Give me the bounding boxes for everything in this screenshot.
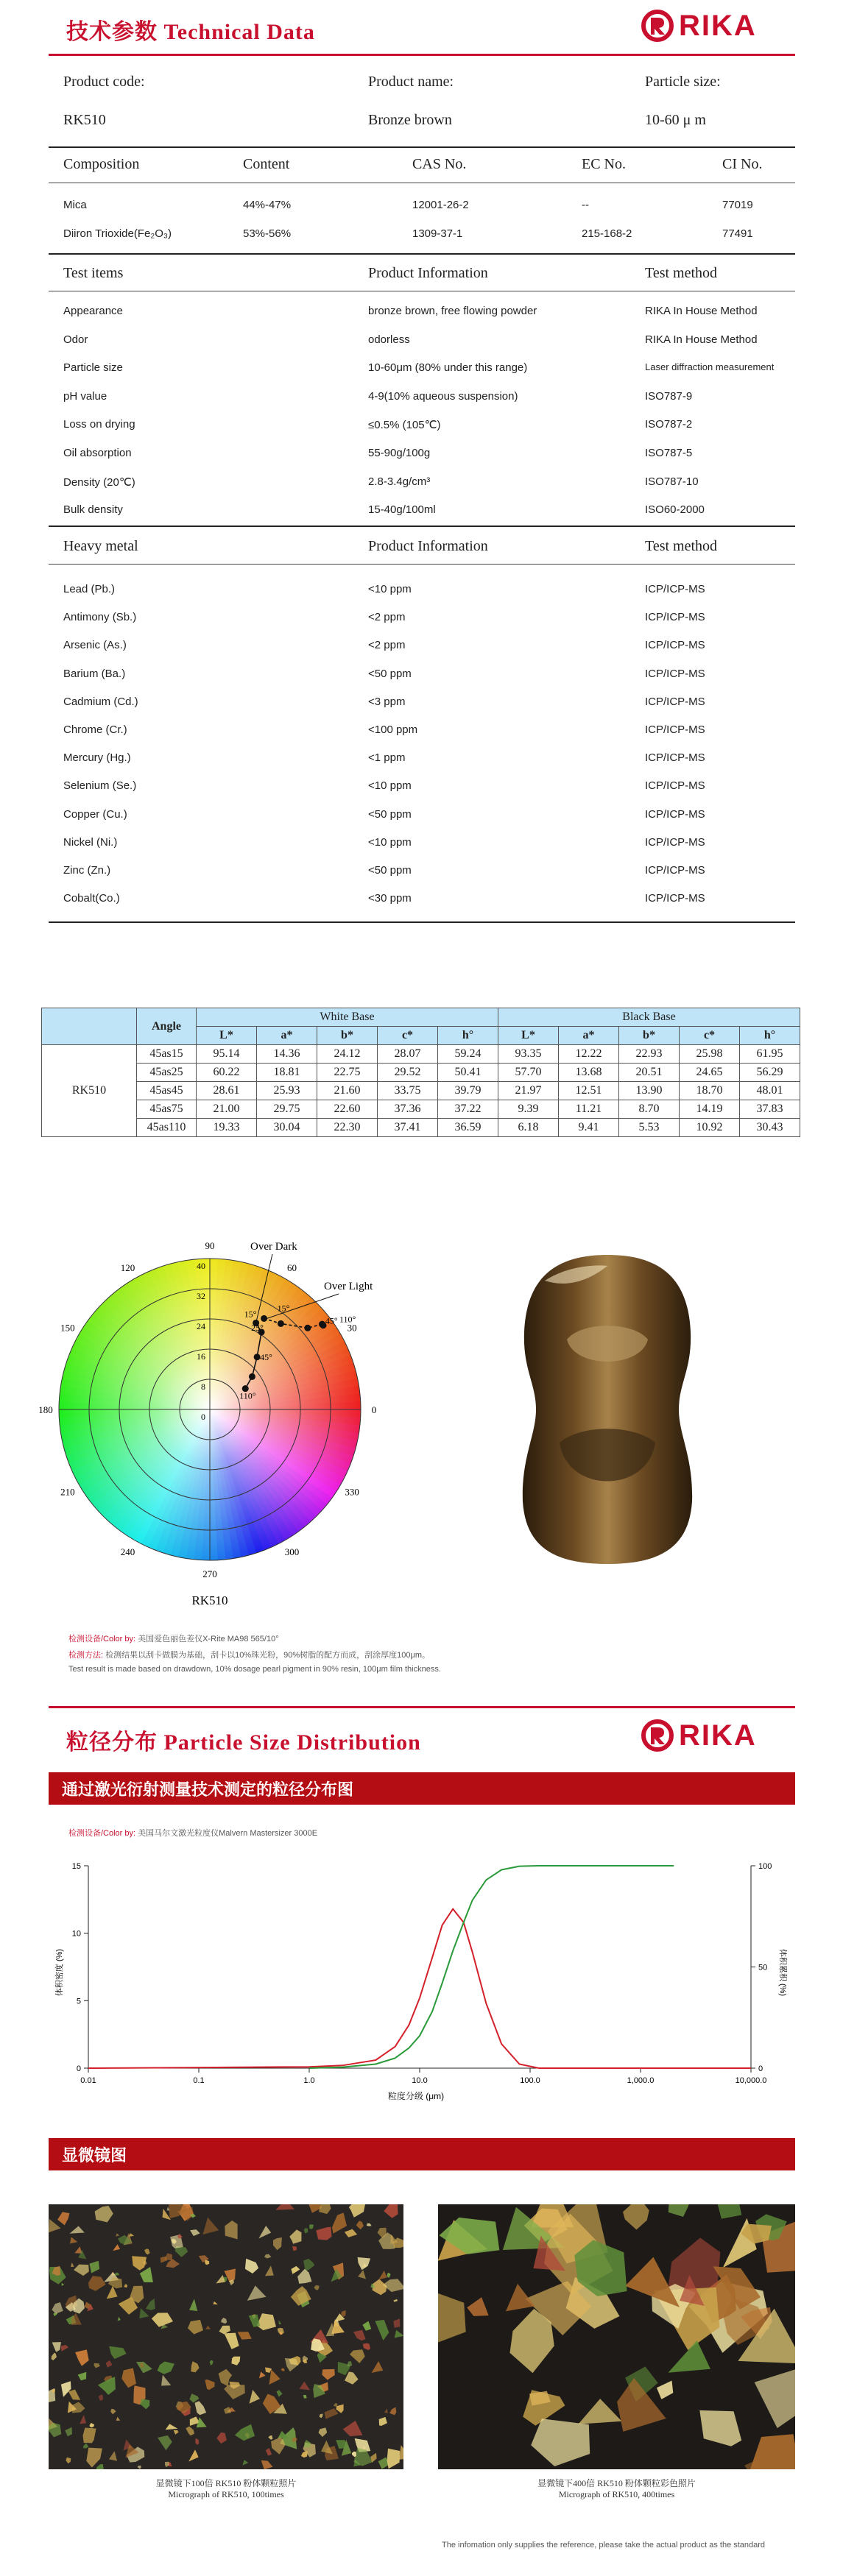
color-wheel-chart xyxy=(29,1236,412,1619)
rika-logo-text: RIKA xyxy=(679,9,757,42)
color-value-cell: 13.68 xyxy=(559,1064,619,1082)
color-table-row xyxy=(42,1100,800,1119)
radius-tick: 24 xyxy=(197,1321,205,1331)
point-angle-label: 110° xyxy=(339,1314,356,1325)
color-value-cell: 9.39 xyxy=(498,1100,559,1119)
caption-en: Micrograph of RK510, 100times xyxy=(168,2489,284,2499)
metal-cell: ICP/ICP-MS xyxy=(645,667,705,680)
psd-ylabel-right: 体积累积 (%) xyxy=(778,1948,787,1997)
test-cell: ≤0.5% (105℃) xyxy=(368,419,441,432)
composition-header: CI No. xyxy=(722,156,763,172)
over-dark-label: Over Dark xyxy=(250,1241,297,1253)
wheel-product-label: RK510 xyxy=(191,1593,228,1607)
color-value-cell: 39.79 xyxy=(438,1082,498,1100)
color-value-cell: 37.36 xyxy=(378,1100,438,1119)
color-subheader: L* xyxy=(197,1027,257,1045)
composition-cell: -- xyxy=(582,199,589,211)
color-value-cell: 22.60 xyxy=(317,1100,378,1119)
psd-banner: 通过激光衍射测量技术测定的粒径分布图 xyxy=(49,1772,795,1805)
color-value-cell: 21.97 xyxy=(498,1082,559,1100)
section-rule xyxy=(49,1706,795,1708)
composition-cell: Mica xyxy=(63,199,87,211)
micrograph-400x xyxy=(438,2204,795,2469)
divider xyxy=(49,253,795,255)
psd-axes xyxy=(72,1862,772,2085)
rika-logo xyxy=(641,9,757,43)
test-cell: Odor xyxy=(63,333,88,346)
caption-cn: 显微镜下100倍 RK510 粉体颗粒照片 xyxy=(155,2478,297,2488)
color-note-2 xyxy=(68,1649,430,1660)
metal-cell: <50 ppm xyxy=(368,864,412,877)
color-note-text: 美国爱色丽色差仪X-Rite MA98 565/10° xyxy=(138,1635,279,1643)
composition-cell: 44%-47% xyxy=(243,199,292,211)
method-note-text: 检测结果以刮卡做膜为基础，刮卡以10%珠光粉，90%树脂的配方而成，刮涂厚度100μm。 xyxy=(105,1651,431,1660)
test-cell: Appearance xyxy=(63,305,123,317)
angle-tick: 330 xyxy=(345,1486,359,1498)
test-cell: ISO787-10 xyxy=(645,475,699,488)
radius-tick: 8 xyxy=(201,1381,205,1392)
product-code-label: Product code: xyxy=(63,74,145,90)
point-angle-label: 25° xyxy=(251,1322,264,1333)
angle-tick: 150 xyxy=(60,1322,75,1334)
radius-tick: 40 xyxy=(197,1261,205,1271)
color-value-cell: 18.81 xyxy=(257,1064,317,1082)
test-cell: ISO787-2 xyxy=(645,418,693,431)
color-value-cell: 45as25 xyxy=(137,1064,197,1082)
color-value-cell: 14.19 xyxy=(680,1100,740,1119)
color-value-cell: 21.00 xyxy=(197,1100,257,1119)
point-angle-label: 45° xyxy=(260,1351,272,1362)
method-note-label: 检测方法: xyxy=(68,1651,104,1660)
rika-logo-text: RIKA xyxy=(679,1719,757,1752)
rika-logo-icon xyxy=(641,9,674,43)
angle-header: Angle xyxy=(137,1008,197,1045)
color-value-cell: 45as15 xyxy=(137,1045,197,1064)
metal-cell: <50 ppm xyxy=(368,667,412,680)
color-value-cell: 57.70 xyxy=(498,1064,559,1082)
angle-tick: 30 xyxy=(347,1322,357,1334)
particle-size-label: Particle size: xyxy=(645,74,721,90)
metal-cell: ICP/ICP-MS xyxy=(645,639,705,652)
metal-cell: ICP/ICP-MS xyxy=(645,723,705,736)
x-tick-label: 1,000.0 xyxy=(627,2076,655,2085)
divider xyxy=(49,146,795,148)
psd-lines xyxy=(88,1866,751,2068)
metal-cell: ICP/ICP-MS xyxy=(645,611,705,624)
composition-header: CAS No. xyxy=(412,156,467,172)
color-value-cell: 30.04 xyxy=(257,1119,317,1137)
color-value-cell: 48.01 xyxy=(740,1082,800,1100)
color-value-cell: 28.07 xyxy=(378,1045,438,1064)
product-name-label: Product name: xyxy=(368,74,454,90)
product-sample-car xyxy=(515,1251,699,1568)
composition-cell: 53%-56% xyxy=(243,227,292,240)
over-dark-point xyxy=(249,1373,255,1380)
over-light-point xyxy=(261,1315,267,1322)
color-table-row xyxy=(42,1064,800,1082)
test-cell: Loss on drying xyxy=(63,418,135,431)
test-cell: ISO787-9 xyxy=(645,389,693,403)
caption-en: Micrograph of RK510, 400times xyxy=(558,2489,675,2499)
white-base-header: White Base xyxy=(197,1008,498,1027)
metal-cell: Chrome (Cr.) xyxy=(63,723,127,736)
color-table-row xyxy=(42,1119,800,1137)
x-tick-label: 100.0 xyxy=(520,2076,540,2085)
metal-cell: <2 ppm xyxy=(368,611,406,624)
metal-cell: Arsenic (As.) xyxy=(63,639,127,652)
color-subheader: b* xyxy=(619,1027,680,1045)
angle-tick: 180 xyxy=(38,1404,53,1415)
color-value-cell: 33.75 xyxy=(378,1082,438,1100)
radius-tick: 32 xyxy=(197,1291,205,1301)
y-right-tick-label: 100 xyxy=(758,1862,772,1871)
test-cell: bronze brown, free flowing powder xyxy=(368,305,537,317)
color-value-cell: 95.14 xyxy=(197,1045,257,1064)
color-value-cell: 30.43 xyxy=(740,1119,800,1137)
color-value-cell: 6.18 xyxy=(498,1119,559,1137)
color-subheader: a* xyxy=(257,1027,317,1045)
color-value-cell: 22.30 xyxy=(317,1119,378,1137)
color-value-cell: 25.93 xyxy=(257,1082,317,1100)
point-angle-label: 15° xyxy=(244,1309,257,1320)
color-subheader: h° xyxy=(438,1027,498,1045)
product-cell: RK510 xyxy=(42,1045,137,1137)
psd-device-note xyxy=(68,1827,317,1839)
over-light-label: Over Light xyxy=(324,1281,373,1292)
test-cell: RIKA In House Method xyxy=(645,305,758,317)
test-cell: 15-40g/100ml xyxy=(368,503,436,517)
radius-tick: 0 xyxy=(201,1412,205,1422)
color-value-cell: 37.41 xyxy=(378,1119,438,1137)
test-header: Test method xyxy=(645,265,718,281)
composition-header: Composition xyxy=(63,156,140,172)
test-cell: RIKA In House Method xyxy=(645,333,758,346)
composition-cell: Diiron Trioxide(Fe₂O₃) xyxy=(63,227,172,240)
color-value-cell: 29.75 xyxy=(257,1100,317,1119)
color-subheader: L* xyxy=(498,1027,559,1045)
angle-tick: 120 xyxy=(120,1262,135,1273)
metal-cell: <1 ppm xyxy=(368,751,406,765)
test-cell: 2.8-3.4g/cm³ xyxy=(368,475,431,488)
color-value-cell: 5.53 xyxy=(619,1119,680,1137)
metal-cell: <10 ppm xyxy=(368,583,412,595)
test-cell: 10-60μm (80% under this range) xyxy=(368,361,528,375)
micrograph-banner: 显微镜图 xyxy=(49,2138,795,2170)
x-tick-label: 1.0 xyxy=(303,2076,315,2085)
metal-cell: Copper (Cu.) xyxy=(63,807,127,821)
micrograph-400x-caption xyxy=(438,2477,795,2500)
test-cell: odorless xyxy=(368,333,410,346)
color-subheader: c* xyxy=(680,1027,740,1045)
y-left-tick-label: 10 xyxy=(71,1929,81,1939)
over-light-point xyxy=(304,1325,311,1331)
metal-cell: Mercury (Hg.) xyxy=(63,751,131,765)
divider xyxy=(49,564,795,565)
metal-cell: Nickel (Ni.) xyxy=(63,835,118,849)
color-value-cell: 20.51 xyxy=(619,1064,680,1082)
rika-logo-icon xyxy=(641,1719,674,1752)
density-line xyxy=(88,1909,751,2068)
metal-cell: <10 ppm xyxy=(368,835,412,849)
product-name-value: Bronze brown xyxy=(368,112,452,128)
metal-cell: ICP/ICP-MS xyxy=(645,583,705,595)
psd-device-label: 检测设备/Color by: xyxy=(68,1829,136,1838)
color-subheader: b* xyxy=(317,1027,378,1045)
color-value-cell: 25.98 xyxy=(680,1045,740,1064)
color-value-cell: 36.59 xyxy=(438,1119,498,1137)
color-value-cell: 12.51 xyxy=(559,1082,619,1100)
test-header: Test items xyxy=(63,265,124,281)
point-angle-label: 45° xyxy=(325,1315,338,1326)
color-value-cell: 60.22 xyxy=(197,1064,257,1082)
metal-header: Product Information xyxy=(368,538,488,554)
x-tick-label: 10.0 xyxy=(412,2076,428,2085)
metal-cell: <50 ppm xyxy=(368,807,412,821)
page-title: 技术参数 Technical Data xyxy=(66,20,315,44)
color-value-cell: 21.60 xyxy=(317,1082,378,1100)
color-value-cell: 59.24 xyxy=(438,1045,498,1064)
cumulative-line xyxy=(309,1866,674,2068)
angle-tick: 300 xyxy=(284,1546,300,1558)
color-value-cell: 12.22 xyxy=(559,1045,619,1064)
rika-logo xyxy=(641,1719,757,1752)
radius-tick: 16 xyxy=(197,1351,205,1362)
metal-cell: Barium (Ba.) xyxy=(63,667,126,680)
test-cell: Bulk density xyxy=(63,503,123,517)
over-light-point xyxy=(278,1320,284,1327)
color-table-row xyxy=(42,1045,800,1064)
y-right-tick-label: 0 xyxy=(758,2064,763,2073)
point-angle-label: 15° xyxy=(277,1303,290,1314)
color-value-cell: 93.35 xyxy=(498,1045,559,1064)
metal-cell: Lead (Pb.) xyxy=(63,583,116,595)
color-value-cell: 24.12 xyxy=(317,1045,378,1064)
composition-cell: 12001-26-2 xyxy=(412,199,469,211)
color-note-1 xyxy=(68,1632,279,1644)
color-value-cell: 11.21 xyxy=(559,1100,619,1119)
metal-cell: ICP/ICP-MS xyxy=(645,835,705,849)
angle-tick: 60 xyxy=(287,1262,297,1273)
angle-tick: 90 xyxy=(205,1240,215,1251)
divider xyxy=(49,526,795,527)
metal-cell: Antimony (Sb.) xyxy=(63,611,137,624)
color-value-cell: 24.65 xyxy=(680,1064,740,1082)
color-data-table xyxy=(41,1008,800,1137)
psd-ylabel-left: 体积密度 (%) xyxy=(55,1948,64,1997)
metal-cell: ICP/ICP-MS xyxy=(645,779,705,793)
divider xyxy=(49,921,795,923)
point-angle-label: 110° xyxy=(239,1390,256,1401)
composition-header: EC No. xyxy=(582,156,626,172)
metal-cell: <2 ppm xyxy=(368,639,406,652)
color-value-cell: 14.36 xyxy=(257,1045,317,1064)
color-subheader: c* xyxy=(378,1027,438,1045)
metal-cell: Zinc (Zn.) xyxy=(63,864,111,877)
metal-cell: ICP/ICP-MS xyxy=(645,751,705,765)
composition-cell: 77019 xyxy=(722,199,753,211)
metal-header: Test method xyxy=(645,538,718,554)
color-note-label: 检测设备/Color by: xyxy=(68,1635,136,1643)
micrograph-100x xyxy=(49,2204,403,2469)
color-table-row xyxy=(42,1082,800,1100)
angle-tick: 0 xyxy=(371,1404,377,1415)
metal-cell: ICP/ICP-MS xyxy=(645,892,705,905)
color-value-cell: 18.70 xyxy=(680,1082,740,1100)
y-right-tick-label: 50 xyxy=(758,1963,768,1972)
particle-size-chart xyxy=(44,1855,803,2112)
color-note-3: Test result is made based on drawdown, 10% dosage pearl pigment in 90% resin, 100μm film thickness. xyxy=(68,1665,441,1674)
metal-cell: ICP/ICP-MS xyxy=(645,864,705,877)
color-value-cell: 10.92 xyxy=(680,1119,740,1137)
angle-tick: 240 xyxy=(120,1546,135,1558)
test-cell: Laser diffraction measurement xyxy=(645,361,775,373)
y-left-tick-label: 0 xyxy=(76,2064,81,2073)
x-tick-label: 0.1 xyxy=(193,2076,205,2085)
metal-cell: ICP/ICP-MS xyxy=(645,807,705,821)
color-value-cell: 37.83 xyxy=(740,1100,800,1119)
composition-cell: 1309-37-1 xyxy=(412,227,463,240)
metal-cell: <3 ppm xyxy=(368,695,406,708)
micrograph-100x-caption xyxy=(49,2477,403,2500)
test-cell: pH value xyxy=(63,389,107,403)
test-cell: ISO60-2000 xyxy=(645,503,705,517)
psd-device-text: 美国马尔文激光粒度仪Malvern Mastersizer 3000E xyxy=(138,1829,318,1838)
test-cell: 4-9(10% aqueous suspension) xyxy=(368,389,518,403)
product-code-value: RK510 xyxy=(63,112,106,128)
color-value-cell: 13.90 xyxy=(619,1082,680,1100)
color-value-cell: 22.75 xyxy=(317,1064,378,1082)
footer-note: The infomation only supplies the reference, please take the actual product as the standard xyxy=(442,2541,766,2550)
composition-cell: 77491 xyxy=(722,227,753,240)
color-value-cell: 22.93 xyxy=(619,1045,680,1064)
color-value-cell: 56.29 xyxy=(740,1064,800,1082)
color-value-cell: 45as110 xyxy=(137,1119,197,1137)
metal-cell: <10 ppm xyxy=(368,779,412,793)
test-cell: Particle size xyxy=(63,361,123,375)
color-value-cell: 9.41 xyxy=(559,1119,619,1137)
black-base-header: Black Base xyxy=(498,1008,800,1027)
psd-xlabel: 粒度分级 (μm) xyxy=(387,2091,445,2101)
x-tick-label: 0.01 xyxy=(80,2076,96,2085)
color-value-cell: 28.61 xyxy=(197,1082,257,1100)
composition-cell: 215-168-2 xyxy=(582,227,632,240)
color-value-cell: 8.70 xyxy=(619,1100,680,1119)
caption-cn: 显微镜下400倍 RK510 粉体颗粒彩色照片 xyxy=(537,2478,696,2488)
test-cell: 55-90g/100g xyxy=(368,447,431,459)
color-subheader: h° xyxy=(740,1027,800,1045)
particle-size-value: 10-60 μ m xyxy=(645,112,706,128)
test-header: Product Information xyxy=(368,265,488,281)
y-left-tick-label: 15 xyxy=(71,1862,81,1871)
metal-cell: ICP/ICP-MS xyxy=(645,695,705,708)
metal-cell: <100 ppm xyxy=(368,723,418,736)
header-rule xyxy=(49,54,795,56)
metal-cell: Selenium (Se.) xyxy=(63,779,137,793)
angle-tick: 210 xyxy=(60,1486,75,1498)
product-header-cell xyxy=(42,1008,137,1045)
color-value-cell: 45as45 xyxy=(137,1082,197,1100)
color-subheader: a* xyxy=(559,1027,619,1045)
composition-header: Content xyxy=(243,156,290,172)
color-value-cell: 61.95 xyxy=(740,1045,800,1064)
test-cell: Density (20℃) xyxy=(63,475,135,489)
metal-cell: <30 ppm xyxy=(368,892,412,905)
test-cell: Oil absorption xyxy=(63,447,132,459)
test-cell: ISO787-5 xyxy=(645,447,693,459)
y-left-tick-label: 5 xyxy=(76,1997,81,2006)
angle-tick: 270 xyxy=(202,1568,217,1579)
x-tick-label: 10,000.0 xyxy=(735,2076,767,2085)
color-value-cell: 50.41 xyxy=(438,1064,498,1082)
metal-cell: Cobalt(Co.) xyxy=(63,892,120,905)
color-value-cell: 29.52 xyxy=(378,1064,438,1082)
color-value-cell: 19.33 xyxy=(197,1119,257,1137)
color-value-cell: 37.22 xyxy=(438,1100,498,1119)
psd-title: 粒径分布 Particle Size Distribution xyxy=(66,1730,421,1755)
metal-cell: Cadmium (Cd.) xyxy=(63,695,138,708)
metal-header: Heavy metal xyxy=(63,538,138,554)
color-value-cell: 45as75 xyxy=(137,1100,197,1119)
